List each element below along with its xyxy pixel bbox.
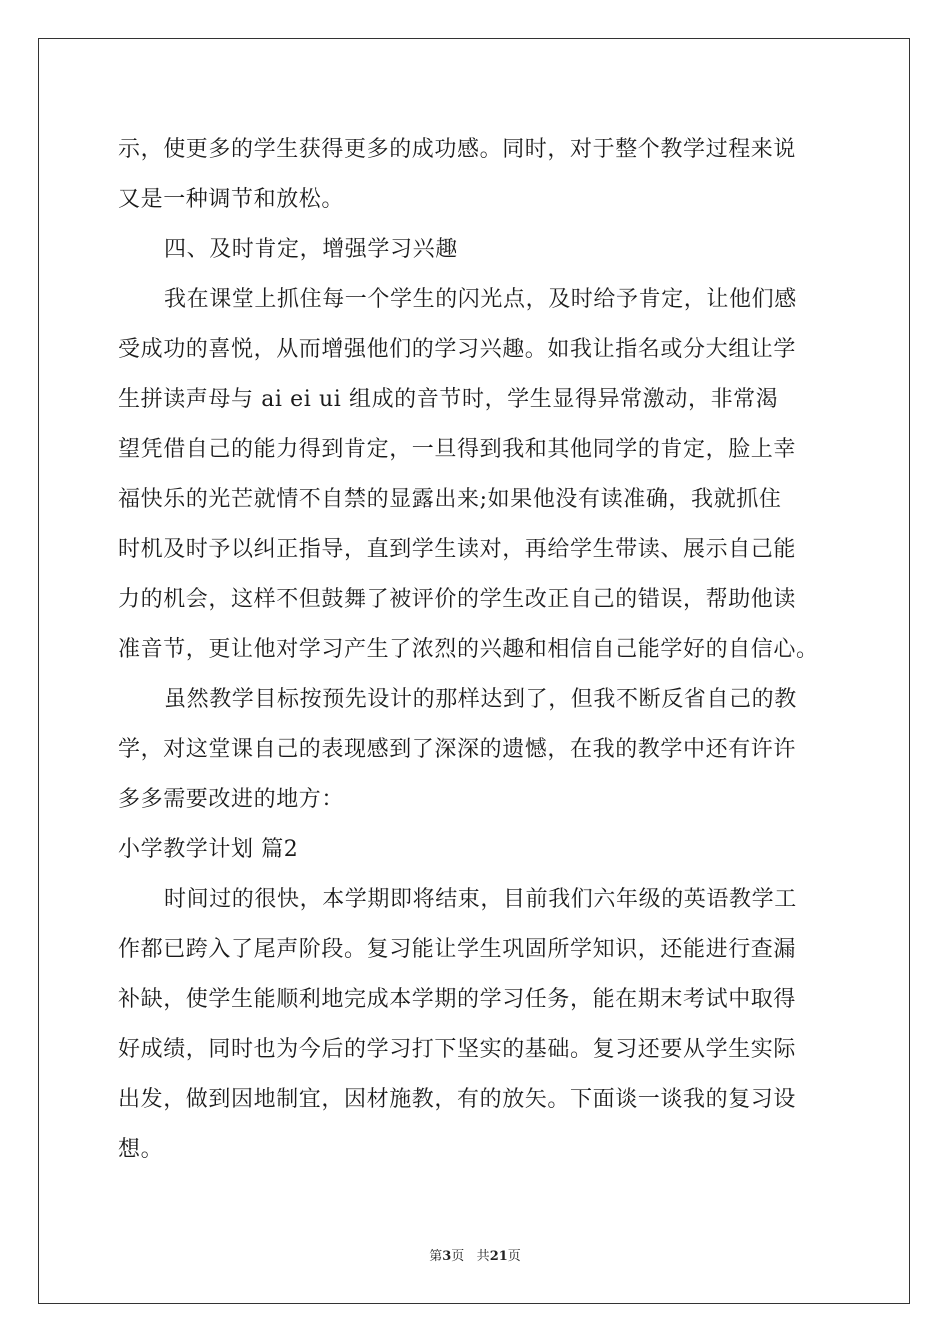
page-footer [0,1245,950,1264]
text-line: 补缺，使学生能顺利地完成本学期的学习任务，能在期末考试中取得 [118,987,797,1012]
total-prefix: 共 [476,1249,490,1264]
text-line: 生拼读声母与 ai ei ui 组成的音节时，学生显得异常激动，非常渴 [118,387,779,412]
paragraph-start: 虽然教学目标按预先设计的那样达到了，但我不断反省自己的教 [164,687,797,712]
text-line: 学，对这堂课自己的表现感到了深深的遗憾，在我的教学中还有许许 [118,737,797,762]
text-line: 多多需要改进的地方： [118,787,345,812]
text-line: 准音节，更让他对学习产生了浓烈的兴趣和相信自己能学好的自信心。 [118,637,819,662]
total-pages: 21 [489,1249,508,1264]
text-line: 力的机会，这样不但鼓舞了被评价的学生改正自己的错误，帮助他读 [118,587,797,612]
text-line: 作都已跨入了尾声阶段。复习能让学生巩固所学知识，还能进行查漏 [118,937,797,962]
page-suffix: 页 [451,1249,465,1264]
document-body [118,125,838,1175]
text-line: 出发，做到因地制宜，因材施教，有的放矢。下面谈一谈我的复习设 [118,1087,797,1112]
total-suffix: 页 [507,1249,521,1264]
text-line: 想。 [118,1137,164,1162]
page-prefix: 第 [429,1249,443,1264]
paragraph-start: 我在课堂上抓住每一个学生的闪光点，及时给予肯定，让他们感 [164,287,797,312]
text-line: 示，使更多的学生获得更多的成功感。同时，对于整个教学过程来说 [118,137,797,162]
text-line: 望凭借自己的能力得到肯定，一旦得到我和其他同学的肯定，脸上幸 [118,437,797,462]
text-line: 福快乐的光芒就情不自禁的显露出来;如果他没有读准确，我就抓住 [118,487,782,512]
text-line: 好成绩，同时也为今后的学习打下坚实的基础。复习还要从学生实际 [118,1037,797,1062]
text-line: 受成功的喜悦，从而增强他们的学习兴趣。如我让指名或分大组让学 [118,337,797,362]
section-title: 小学教学计划 篇2 [118,837,299,862]
page-number: 3 [442,1249,452,1264]
text-line: 时机及时予以纠正指导，直到学生读对，再给学生带读、展示自己能 [118,537,797,562]
section-heading: 四、及时肯定，增强学习兴趣 [164,237,458,262]
text-line: 又是一种调节和放松。 [118,187,345,212]
paragraph-start: 时间过的很快，本学期即将结束，目前我们六年级的英语教学工 [164,887,797,912]
